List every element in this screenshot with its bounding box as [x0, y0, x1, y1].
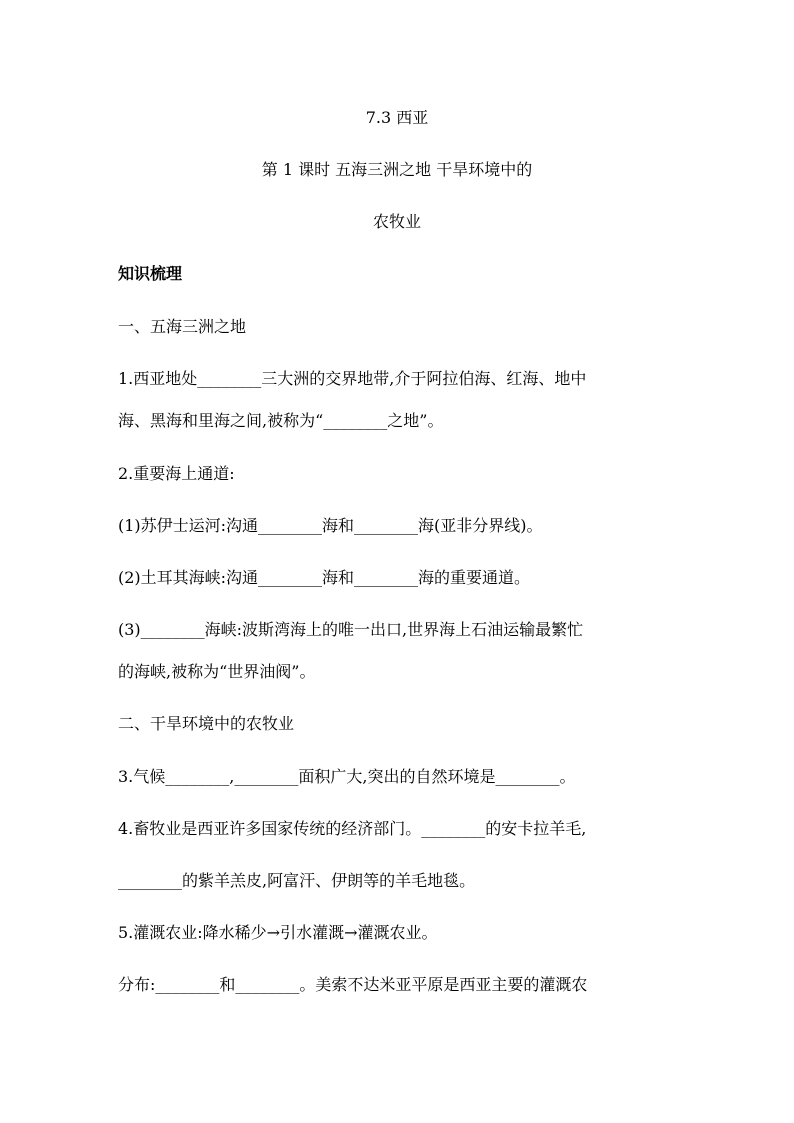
item1-line1: 1.西亚地处________三大洲的交界地带,介于阿拉伯海、红海、地中: [118, 369, 587, 388]
lesson-subtitle: 第 1 课时 五海三洲之地 干旱环境中的: [261, 160, 533, 179]
item1-line2: 海、黑海和里海之间,被称为“________之地”。: [118, 411, 444, 430]
part1-heading: 一、五海三洲之地: [118, 317, 247, 336]
item2-sub3-line2: 的海峡,被称为“世界油阀”。: [118, 662, 316, 681]
item5-distribution: 分布:________和________。美索不达米亚平原是西亚主要的灌溉农: [118, 975, 588, 994]
lesson-title: 7.3 西亚: [365, 108, 429, 127]
item5: 5.灌溉农业:降水稀少→引水灌溉→灌溉农业。: [118, 923, 438, 942]
section-heading: 知识梳理: [118, 264, 183, 283]
item2-sub3-line1: (3)________海峡:波斯湾海上的唯一出口,世界海上石油运输最繁忙: [118, 620, 584, 639]
item2-sub1: (1)苏伊士运河:沟通________海和________海(亚非分界线)。: [118, 516, 543, 535]
item2-sub2: (2)土耳其海峡:沟通________海和________海的重要通道。: [118, 568, 531, 587]
item3: 3.气候________,________面积广大,突出的自然环境是________。: [118, 767, 576, 786]
item4-line1: 4.畜牧业是西亚许多国家传统的经济部门。________的安卡拉羊毛,: [118, 819, 587, 838]
item4-line2: ________的紫羊羔皮,阿富汗、伊朗等的羊毛地毯。: [118, 871, 476, 890]
item2-heading: 2.重要海上通道:: [118, 464, 235, 483]
part2-heading: 二、干旱环境中的农牧业: [118, 714, 295, 733]
lesson-subtitle-continued: 农牧业: [372, 212, 421, 231]
